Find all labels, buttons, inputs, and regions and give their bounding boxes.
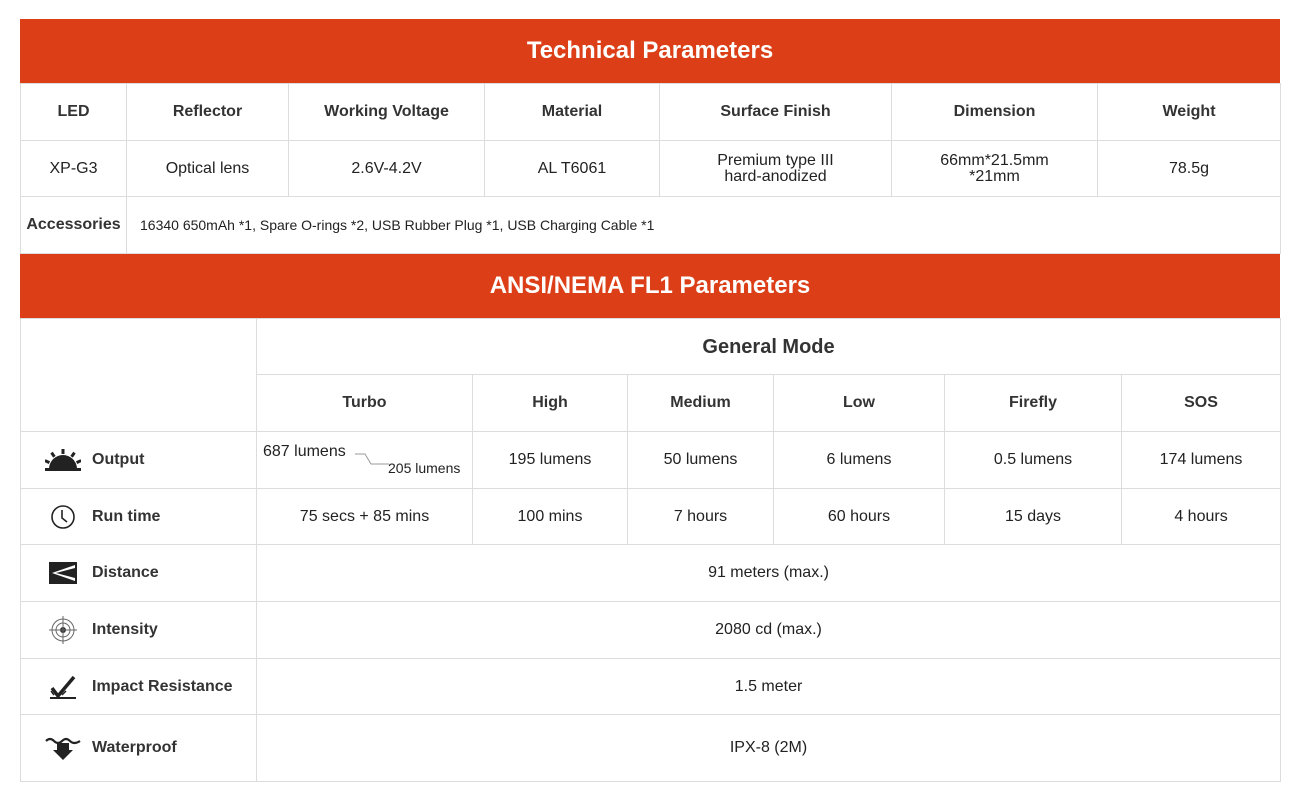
value-led: XP-G3 [21,141,127,197]
value-working-voltage: 2.6V-4.2V [289,141,485,197]
impact-value: 1.5 meter [257,659,1281,715]
impact-label: Impact Resistance [92,677,233,695]
intensity-icon [45,616,81,644]
output-turbo-cell [257,432,473,489]
technical-parameters-table [20,83,1281,254]
accessories-label: Accessories [21,197,127,254]
runtime-label-cell [21,489,257,545]
general-mode-heading: General Mode [257,319,1281,375]
output-medium: 50 lumens [628,432,774,489]
ansi-parameters-banner [20,254,1280,318]
header-material: Material [485,84,660,141]
value-dimension: 66mm*21.5mm *21mm [892,141,1098,197]
header-reflector: Reflector [127,84,289,141]
technical-header-row [21,84,1281,141]
mode-low: Low [774,375,945,432]
blank-corner-cell [21,319,257,432]
value-reflector: Optical lens [127,141,289,197]
header-working-voltage: Working Voltage [289,84,485,141]
technical-parameters-title: Technical Parameters [526,37,774,64]
ansi-parameters-table [20,318,1281,782]
output-high: 195 lumens [473,432,628,489]
value-weight: 78.5g [1098,141,1281,197]
waterproof-row [21,715,1281,782]
spec-sheet [20,19,1280,782]
runtime-row [21,489,1281,545]
output-icon [45,446,81,474]
turbo-step-down-line [355,452,389,466]
runtime-high: 100 mins [473,489,628,545]
value-material: AL T6061 [485,141,660,197]
mode-firefly: Firefly [945,375,1122,432]
waterproof-value: IPX-8 (2M) [257,715,1281,782]
runtime-low: 60 hours [774,489,945,545]
output-row [21,432,1281,489]
output-label-cell [21,432,257,489]
header-dimension: Dimension [892,84,1098,141]
technical-value-row [21,141,1281,197]
intensity-value: 2080 cd (max.) [257,602,1281,659]
mode-turbo: Turbo [257,375,473,432]
ansi-parameters-title: ANSI/NEMA FL1 Parameters [489,272,811,299]
impact-label-cell [21,659,257,715]
output-turbo-start: 687 lumens [263,443,346,460]
runtime-turbo: 75 secs + 85 mins [257,489,473,545]
distance-value: 91 meters (max.) [257,545,1281,602]
impact-row [21,659,1281,715]
waterproof-label-cell [21,715,257,782]
waterproof-label: Waterproof [92,739,177,756]
output-low: 6 lumens [774,432,945,489]
waterproof-icon [45,734,81,762]
mode-high: High [473,375,628,432]
mode-sos: SOS [1122,375,1281,432]
intensity-row [21,602,1281,659]
mode-medium: Medium [628,375,774,432]
runtime-firefly: 15 days [945,489,1122,545]
output-firefly: 0.5 lumens [945,432,1122,489]
runtime-sos: 4 hours [1122,489,1281,545]
general-mode-row [21,319,1281,375]
output-sos: 174 lumens [1122,432,1281,489]
output-turbo-end: 205 lumens [388,460,461,476]
header-surface-finish: Surface Finish [660,84,892,141]
impact-icon [45,673,81,701]
header-weight: Weight [1098,84,1281,141]
output-label: Output [92,451,145,468]
technical-parameters-banner [20,19,1280,83]
accessories-row [21,197,1281,254]
distance-label-cell [21,545,257,602]
header-led: LED [21,84,127,141]
distance-icon [45,559,81,587]
intensity-label: Intensity [92,621,158,638]
value-surface-finish: Premium type III hard-anodized [660,141,892,197]
accessories-value: 16340 650mAh *1, Spare O-rings *2, USB Rubber Plug *1, USB Charging Cable *1 [127,197,1281,254]
distance-row [21,545,1281,602]
runtime-label: Run time [92,507,161,525]
runtime-medium: 7 hours [628,489,774,545]
intensity-label-cell [21,602,257,659]
distance-label: Distance [92,564,159,581]
clock-icon [45,503,81,531]
